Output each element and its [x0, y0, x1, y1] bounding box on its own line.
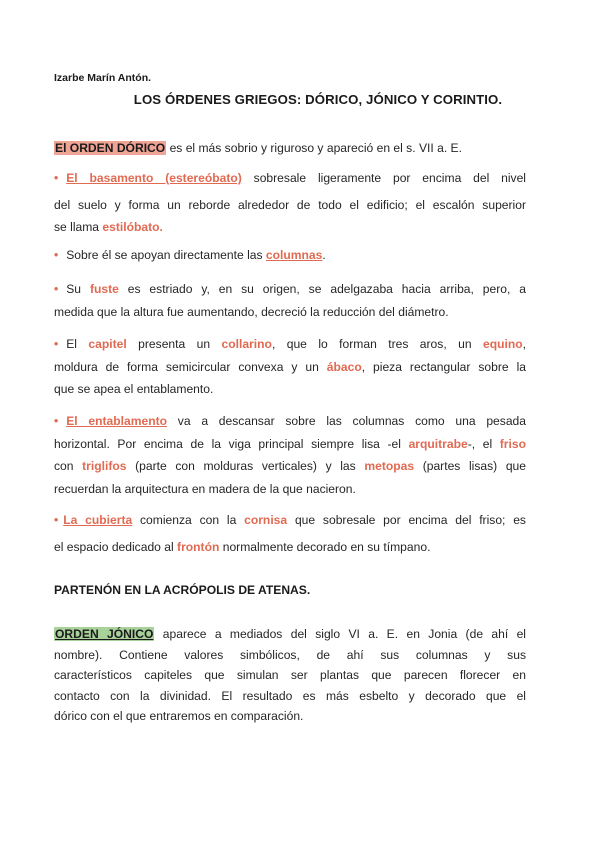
text-line: , que lo forman tres aros, un: [271, 337, 483, 351]
term-columnas: columnas: [265, 248, 323, 262]
partenon-heading: PARTENÓN EN LA ACRÓPOLIS DE ATENAS.: [54, 583, 311, 597]
dorico-intro-paragraph: [54, 137, 526, 160]
text-line: el espacio dedicado al: [54, 539, 178, 554]
text-line: comienza con la: [132, 513, 245, 527]
term-cubierta: La cubierta: [63, 513, 133, 527]
text-line: aparece a mediados del siglo VI a. E. en Jonia (de ahí el: [154, 627, 526, 641]
bullet-columnas: [54, 244, 526, 267]
term-metopas: metopas: [364, 459, 415, 473]
term-fronton: frontón: [177, 539, 220, 554]
term-estilobato: estilóbato.: [102, 220, 163, 234]
text-line: se llama: [54, 220, 103, 234]
text-line: .: [322, 248, 326, 262]
text-line: va a descansar sobre las columnas como una pesada: [167, 414, 526, 428]
text-line: Su: [66, 282, 90, 296]
bullet-icon: •: [54, 171, 59, 185]
text-line: Sobre él se apoyan directamente las: [66, 248, 266, 262]
text-line: moldura de forma semicircular convexa y un: [54, 359, 327, 374]
text-line: característicos capiteles que simulan ser plantas que parecen florecer en: [54, 668, 526, 682]
bullet-icon: •: [54, 282, 59, 296]
bullet-icon: •: [54, 414, 59, 428]
bullet-capitel: [54, 333, 526, 401]
text-line: que sobresale por encima del friso; es: [287, 513, 526, 527]
term-triglifos: triglifos: [82, 459, 127, 473]
text-line: con: [54, 459, 83, 473]
text-line: normalmente decorado en su tímpano.: [219, 539, 431, 554]
text-line: recuerdan la arquitectura en madera de la que nacieron.: [54, 481, 356, 496]
author-name: Izarbe Marín Antón.: [54, 72, 152, 84]
text-line: del suelo y forma un reborde alrededor de todo el edificio; el escalón superior: [54, 197, 526, 212]
text-line: contacto con la divinidad. El resultado es más esbelto y decorado que el: [54, 688, 526, 703]
orden-jonico-label: ORDEN JÓNICO: [55, 627, 154, 641]
text-line: -, el: [467, 436, 500, 451]
text-line: horizontal. Por encima de la viga principal siempre lisa -el: [54, 436, 409, 451]
bullet-icon: •: [54, 337, 59, 351]
text-line: que se apea el entablamento.: [54, 382, 214, 396]
bullet-entablamento: [54, 410, 526, 500]
bullet-cubierta: [54, 509, 526, 558]
term-fuste: fuste: [89, 282, 119, 296]
term-basamento: El basamento (estereóbato): [66, 171, 242, 185]
bullet-icon: •: [54, 513, 59, 527]
dorico-intro-text: es el más sobrio y riguroso y apareció en el s. VII a. E.: [166, 141, 462, 155]
orden-dorico-label: El ORDEN DÓRICO: [55, 141, 166, 155]
bullet-basamento: [54, 167, 526, 239]
text-line: ,: [522, 337, 526, 351]
term-entablamento: El entablamento: [66, 414, 168, 428]
text-line: sobresale ligeramente por encima del nivel: [241, 171, 526, 185]
bullet-fuste: [54, 278, 526, 323]
text-line: (partes lisas) que: [414, 459, 527, 473]
term-friso: friso: [499, 436, 526, 451]
text-line: (parte con molduras verticales) y las: [126, 459, 365, 473]
jonico-paragraph: [54, 624, 526, 727]
term-collarino: collarino: [221, 337, 272, 351]
text-line: dórico con el que entraremos en comparación.: [54, 709, 304, 723]
term-abaco: ábaco: [326, 359, 362, 374]
text-line: El: [66, 337, 89, 351]
bullet-icon: •: [54, 248, 59, 262]
text-line: , pieza rectangular sobre la: [361, 359, 526, 374]
text-line: presenta un: [126, 337, 222, 351]
text-line: es estriado y, en su origen, se adelgazaba hacia arriba, pero, a: [118, 282, 526, 296]
term-arquitrabe: arquitrabe: [408, 436, 468, 451]
term-capitel: capitel: [88, 337, 127, 351]
text-line: medida que la altura fue aumentando, decreció la reducción del diámetro.: [54, 304, 449, 319]
document-title: LOS ÓRDENES GRIEGOS: DÓRICO, JÓNICO Y CORINTIO.: [133, 92, 503, 107]
term-equino: equino: [482, 337, 523, 351]
text-line: nombre). Contiene valores simbólicos, de ahí sus columnas y sus: [54, 647, 526, 662]
term-cornisa: cornisa: [244, 513, 288, 527]
